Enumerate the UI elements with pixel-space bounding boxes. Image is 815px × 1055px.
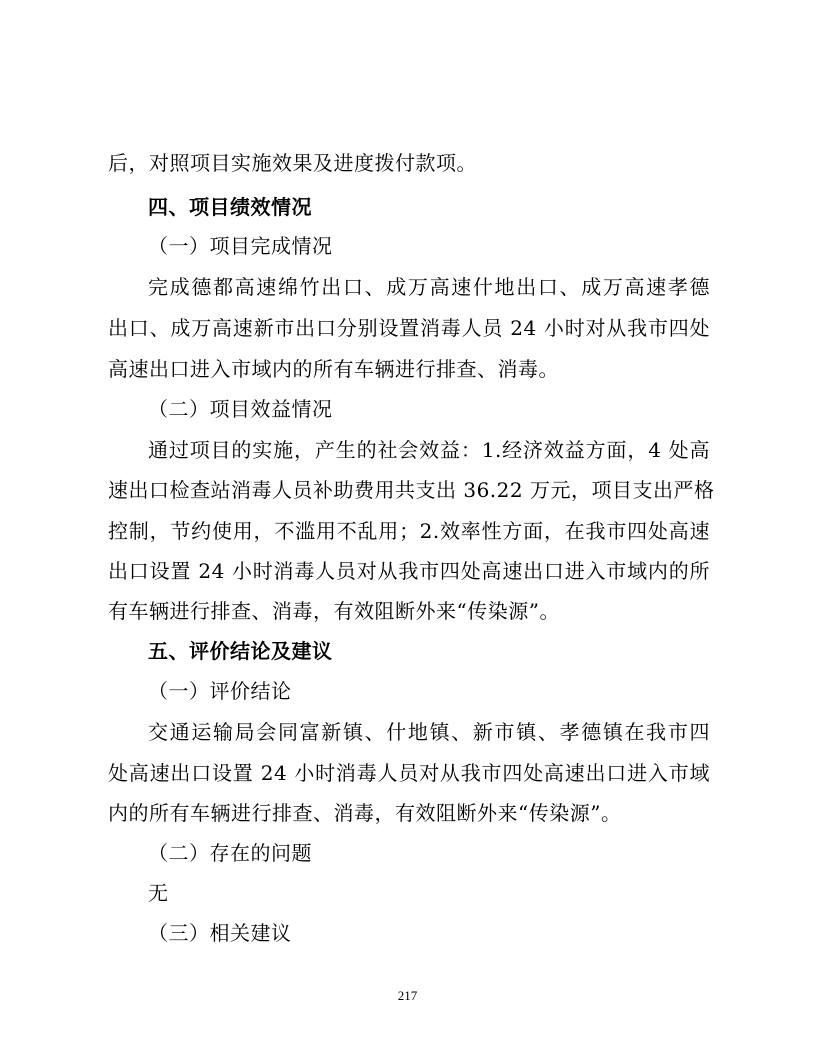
paragraph-none: 无 [148, 881, 169, 905]
paragraph-continuation: 后，对照项目实施效果及进度拨付款项。 [108, 151, 477, 175]
subheading-evaluation-conclusion: （一）评价结论 [148, 679, 292, 703]
paragraph-line: 处高速出口设置 24 小时消毒人员对从我市四处高速出口进入市域 [108, 761, 710, 785]
paragraph-line: 完成德都高速绵竹出口、成万高速什地出口、成万高速孝德 [148, 275, 710, 299]
subheading-project-benefits: （二）项目效益情况 [148, 397, 333, 421]
paragraph-line: 速出口检查站消毒人员补助费用共支出 36.22 万元，项目支出严格 [108, 478, 715, 502]
section-heading-5: 五、评价结论及建议 [148, 639, 333, 663]
paragraph-line: 内的所有车辆进行排查、消毒，有效阻断外来“传染源”。 [108, 801, 622, 825]
paragraph-line: 出口设置 24 小时消毒人员对从我市四处高速出口进入市域内的所 [108, 559, 710, 583]
subheading-existing-problems: （二）存在的问题 [148, 841, 312, 865]
paragraph-line: 交通运输局会同富新镇、什地镇、新市镇、孝德镇在我市四 [148, 720, 710, 744]
page-number: 217 [397, 988, 418, 1003]
subheading-project-completion: （一）项目完成情况 [148, 234, 333, 258]
paragraph-line: 有车辆进行排查、消毒，有效阻断外来“传染源”。 [108, 599, 560, 623]
paragraph-line: 控制，节约使用，不滥用不乱用；2.效率性方面，在我市四处高速 [108, 519, 710, 543]
section-heading-4: 四、项目绩效情况 [148, 195, 312, 219]
subheading-recommendations: （三）相关建议 [148, 921, 292, 945]
paragraph-line: 出口、成万高速新市出口分别设置消毒人员 24 小时对从我市四处 [108, 316, 710, 340]
paragraph-line: 通过项目的实施，产生的社会效益：1.经济效益方面，4 处高 [148, 438, 710, 462]
paragraph-line: 高速出口进入市域内的所有车辆进行排查、消毒。 [108, 357, 559, 381]
